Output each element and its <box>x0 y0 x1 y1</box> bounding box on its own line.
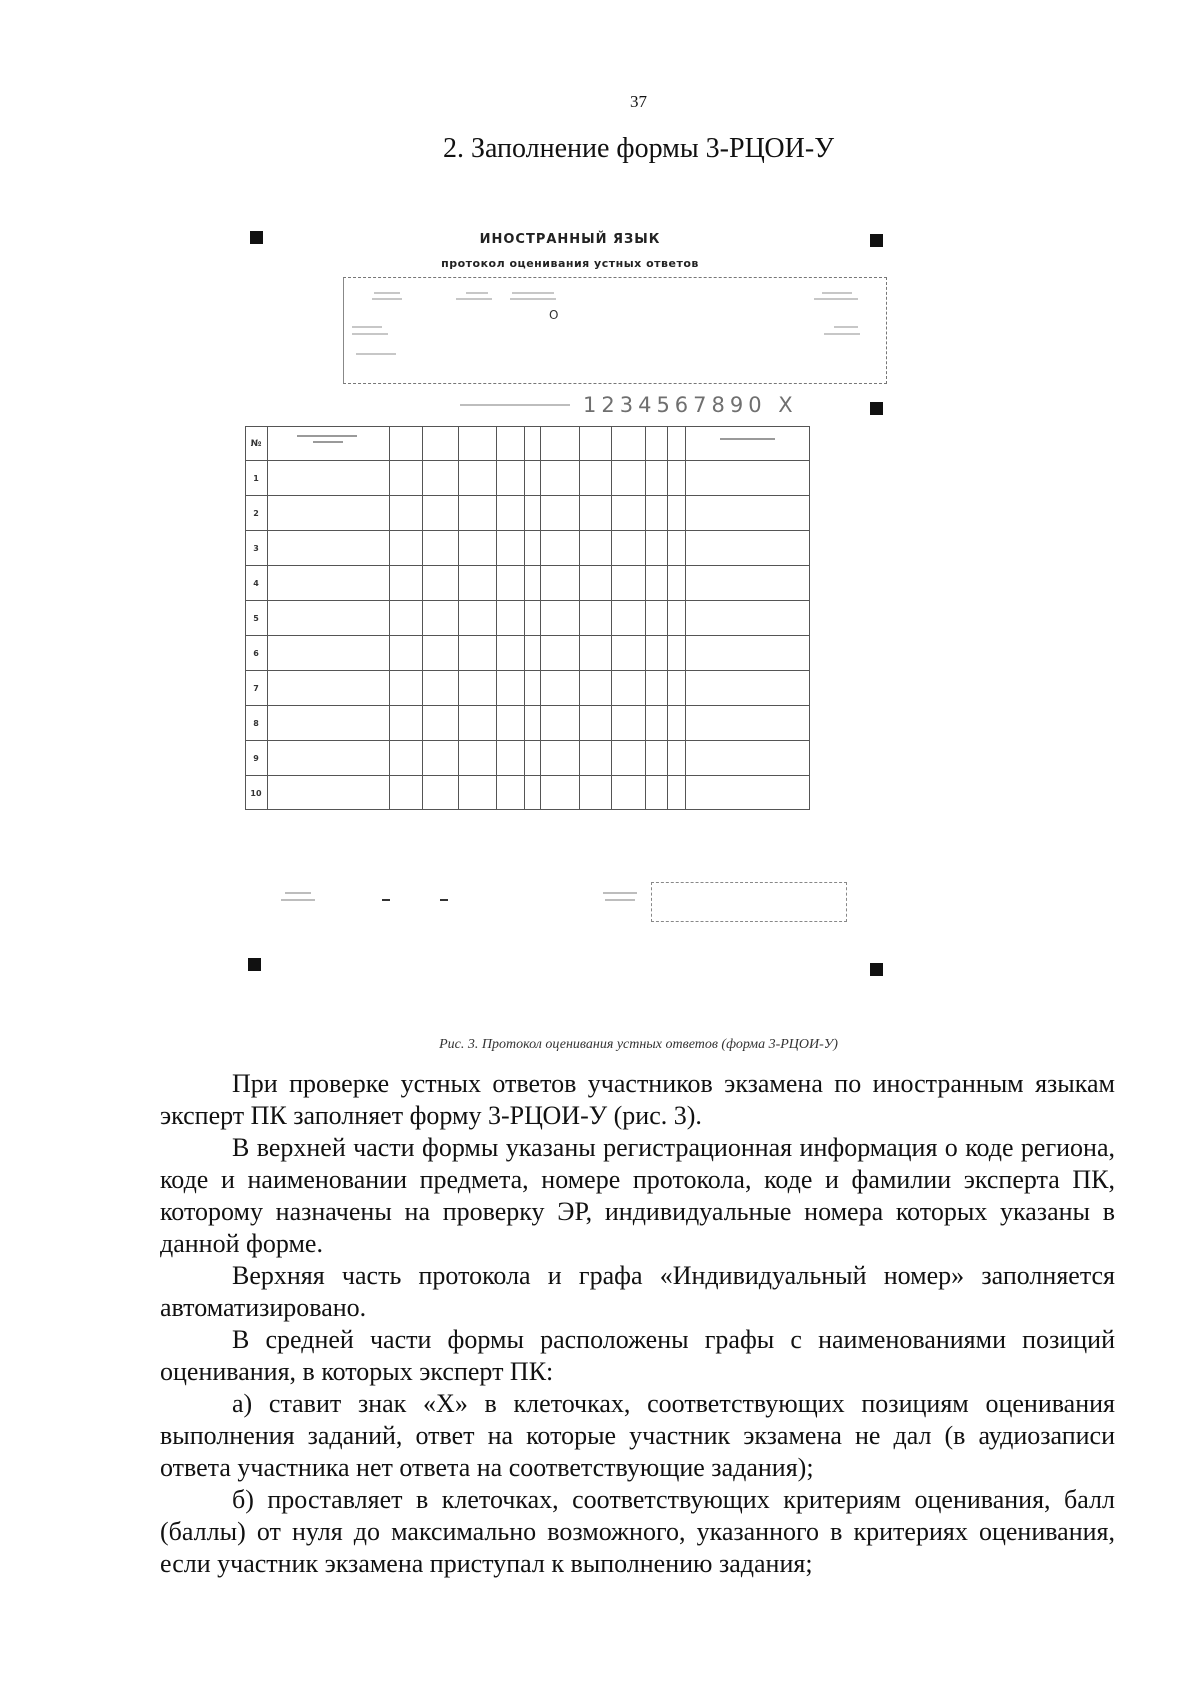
table-row-number: 4 <box>253 579 259 588</box>
paragraph-item-b: б) проставляет в клеточках, соответствующих критериям оценивания, балл (баллы) от нуля до максимально возможного, указанного в критериях оценивания, если участник экзамена приступал к выполнению задания; <box>160 1485 1115 1578</box>
region-code-label <box>372 298 402 300</box>
subject-name-label <box>512 292 554 294</box>
expert-code-label <box>824 333 860 335</box>
check-date-label <box>281 899 315 901</box>
paragraph-intro: При проверке устных ответов участников экзамена по иностранным языкам эксперт ПК заполняет форму 3-РЦОИ-У (рис. 3). <box>160 1069 1115 1130</box>
protocol-number-label <box>814 298 858 300</box>
expert-signature-label <box>603 892 637 894</box>
region-code-label <box>374 292 400 294</box>
table-row-number: 6 <box>253 649 259 658</box>
corner-marker-bottom-right <box>870 963 883 976</box>
sample-digits: 1234567890 X <box>583 393 798 417</box>
table-row-number: 2 <box>253 509 259 518</box>
date-separator-dash <box>382 899 390 901</box>
expert-surname-label <box>352 326 382 328</box>
sample-writing-label <box>460 404 570 406</box>
table-row-number: 8 <box>253 719 259 728</box>
corner-marker-mid-right <box>870 402 883 415</box>
paragraph-top-section: В верхней части формы указаны регистрационная информация о коде региона, коде и наименовании предмета, номере протокола, коде и фамилии эксперта ПК, которому назначены на проверку ЭР, индивидуальные номера которых указаны в данной форме. <box>160 1133 1115 1258</box>
table-row-number: 7 <box>253 684 259 693</box>
expert-code-label <box>834 326 858 328</box>
protocol-number-label <box>822 292 852 294</box>
form-figure <box>245 226 895 986</box>
subject-code-label <box>456 298 492 300</box>
subject-name-label <box>510 298 556 300</box>
subject-code-label <box>466 292 488 294</box>
paragraph-auto-fill: Верхняя часть протокола и графа «Индивидуальный номер» заполняется автоматизировано. <box>160 1261 1115 1322</box>
form-subtitle: протокол оценивания устных ответов <box>441 257 699 270</box>
table-row-number: 9 <box>253 754 259 763</box>
form-title: ИНОСТРАННЫЙ ЯЗЫК <box>479 232 661 247</box>
subject-value-mark: О <box>549 308 559 322</box>
table-row-number: 5 <box>253 614 259 623</box>
expert-surname-label <box>352 333 388 335</box>
page-number: 37 <box>630 92 647 111</box>
registration-info-box <box>343 277 887 384</box>
table-row-number: 10 <box>250 789 262 798</box>
table-header-comment <box>720 438 775 440</box>
table-header-individual-number <box>313 441 343 443</box>
figure-caption: Рис. 3. Протокол оценивания устных ответов (форма 3-РЦОИ-У) <box>439 1037 838 1052</box>
expert-signature-label <box>605 899 635 901</box>
corner-marker-bottom-left <box>248 958 261 971</box>
date-separator-dash <box>440 899 448 901</box>
table-header-number: № <box>250 439 262 449</box>
section-heading: 2. Заполнение формы 3-РЦОИ-У <box>442 133 835 164</box>
paragraph-item-a: а) ставит знак «Х» в клеточках, соответствующих позициям оценивания выполнения заданий, ответ на которые участник экзамена не дал (в аудиозаписи ответа участника нет ответа на соответствующие задания); <box>160 1389 1115 1482</box>
table-header-individual-number <box>297 435 357 437</box>
body-text <box>160 1068 1115 1580</box>
evaluation-grid <box>245 426 810 810</box>
paragraph-middle-section: В средней части формы расположены графы с наименованиями позиций оценивания, в которых эксперт ПК: <box>160 1325 1115 1386</box>
expert-signature-box <box>651 882 847 922</box>
check-date-label <box>285 892 311 894</box>
remark-label <box>356 353 396 355</box>
table-row-number: 1 <box>253 474 259 483</box>
table-row-number: 3 <box>253 544 259 553</box>
